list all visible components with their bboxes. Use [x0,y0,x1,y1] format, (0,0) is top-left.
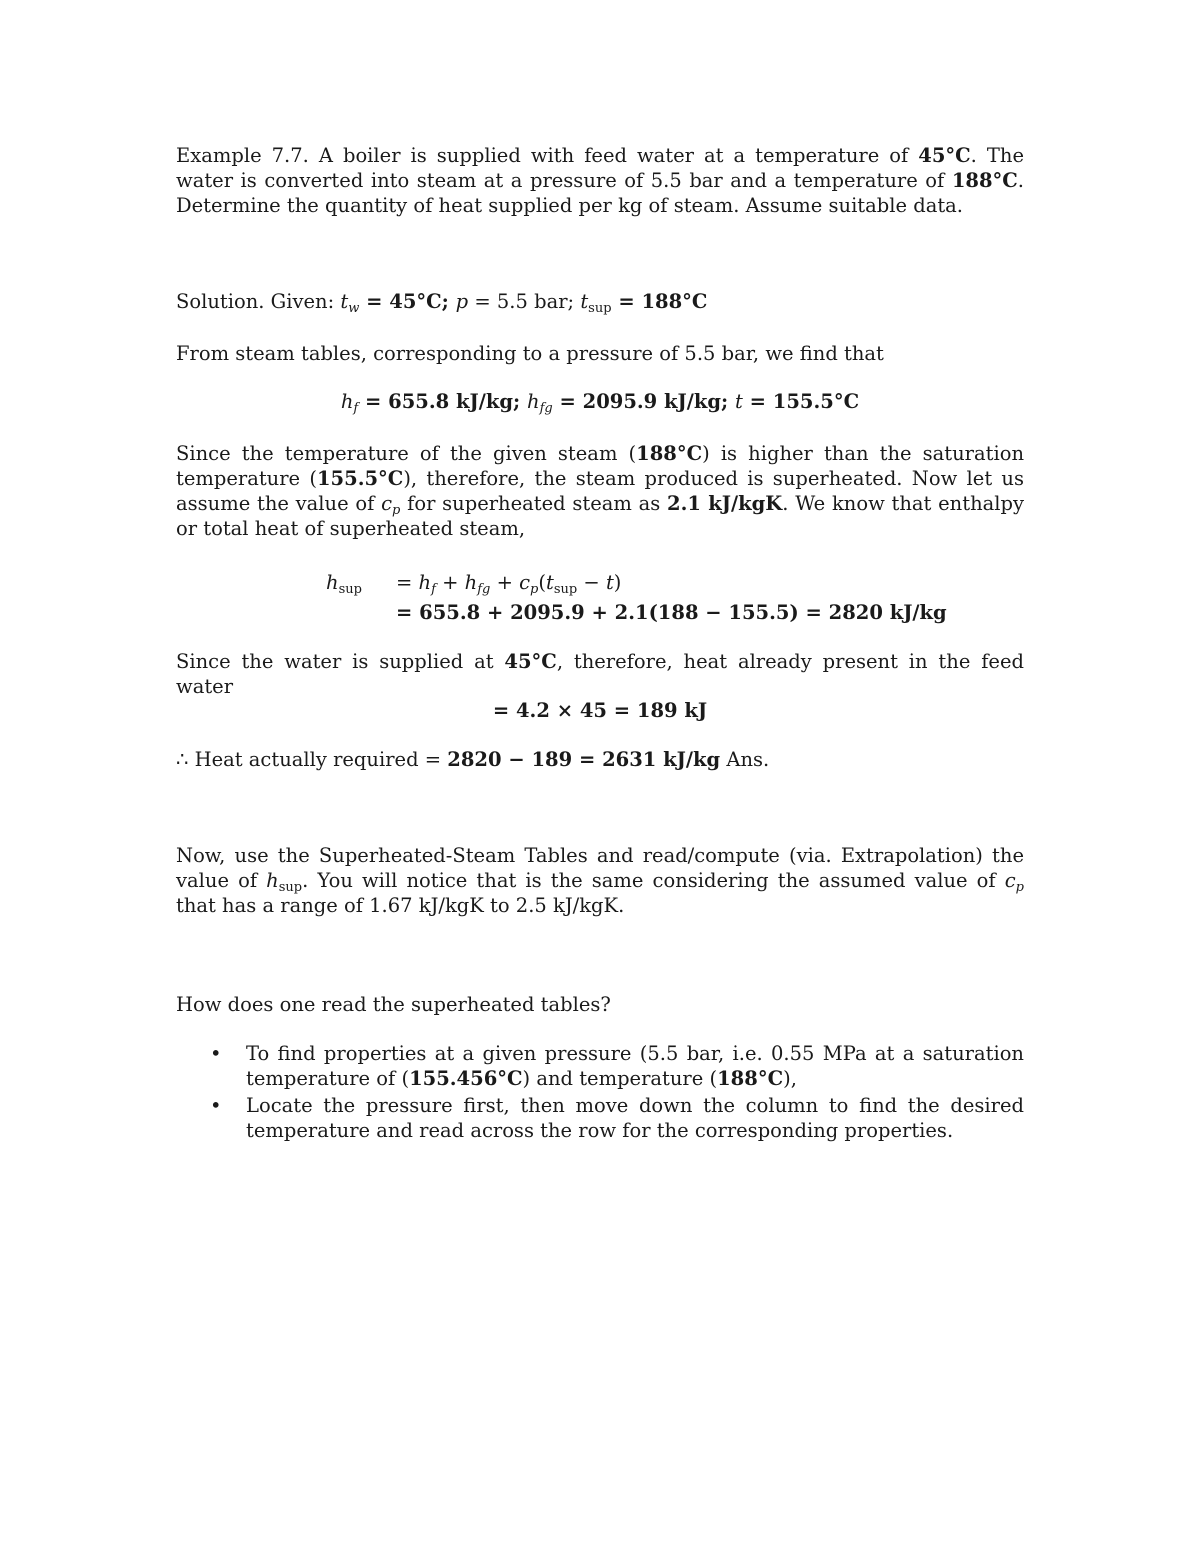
hfg-symbol: h [527,390,540,413]
eq-cp: c [519,571,531,594]
hsup-line-1 [396,570,621,595]
problem-mid: . The water is converted into steam at a pressure of 5.5 bar and a temperature of [176,144,1024,192]
steam-properties [176,389,1024,414]
tsup-subscript: sup [588,301,612,316]
problem-statement [176,143,1024,218]
tsup-value: = 188°C [611,290,708,313]
feed-water-paragraph [176,649,1024,699]
hsup-symbol: h [326,571,339,594]
answer-label: Ans. [720,748,770,771]
question-heading: How does one read the superheated tables? [176,993,611,1016]
solution-given [176,289,1024,314]
eq-close-paren: ) [613,571,622,594]
since1-b: ) is higher than the saturation temperature ( [176,442,1025,490]
heat-required-line [176,747,1024,772]
problem-intro: Example 7.7. A boiler is supplied with feed water at a temperature of [176,144,919,167]
eq-cp-sub: p [530,582,539,597]
item1-temp2: 188°C [717,1067,784,1090]
tsup-symbol: t [580,290,589,313]
p-value: = 5.5 bar; [468,290,581,313]
cp-subscript: p [392,503,401,518]
eq-hf-sub: f [431,582,436,597]
eq-t: t [605,571,614,594]
tw-subscript: w [348,301,360,316]
since2-temp: 45°C [504,650,557,673]
now-hsup-symbol: h [266,869,279,892]
tw-value: = 45°C; [359,290,456,313]
now-cp-subscript: p [1015,880,1024,895]
item1-temp1: 155.456°C [409,1067,523,1090]
superheated-tables-paragraph [176,843,1024,918]
list-item [176,1041,1024,1091]
eq-tsup: t [545,571,554,594]
hsup-lhs [326,570,362,595]
feed-heat-equation: = 4.2 × 45 = 189 kJ [492,699,708,722]
hf-subscript: f [353,401,359,416]
item1-b: ) and temperature ( [522,1067,718,1090]
hf-value: = 655.8 kJ/kg; [358,390,527,413]
heat-required-label: ∴ Heat actually required = [176,748,448,771]
eq-tsup-sub: sup [553,582,578,597]
sup-temp: 188°C [951,169,1018,192]
feed-temp: 45°C [918,144,971,167]
eq-equals: = [396,571,419,594]
problem-end: . Determine the quantity of heat supplied per kg of steam. Assume suitable data. [176,169,1024,217]
since1-temp1: 188°C [636,442,703,465]
item1-c: ), [783,1067,797,1090]
hfg-value: = 2095.9 kJ/kg; [552,390,736,413]
eq-open-paren: ( [538,571,546,594]
since1-c: ), therefore, the steam produced is superheated. Now let us assume the value of [176,467,1024,515]
item2-text: Locate the pressure first, then move down the column to find the desired temperature and read across the row for the corresponding properties. [246,1094,1024,1142]
bullet-marker: • [210,1042,222,1065]
since1-d: for superheated steam as [400,492,668,515]
eq-plus-1: + [435,571,465,594]
bullet-marker: • [210,1094,222,1117]
from-tables-text: From steam tables, corresponding to a pressure of 5.5 bar, we find that [176,342,884,365]
cp-symbol: c [381,492,393,515]
list-item [176,1093,1024,1143]
since2-b: , therefore, heat already present in the feed water [176,650,1024,698]
hf-symbol: h [340,390,354,413]
hsup-line-2: = 655.8 + 2095.9 + 2.1(188 − 155.5) = 2820 kJ/kg [396,601,947,624]
since1-e: . We know that enthalpy or total heat of superheated steam, [176,492,1024,540]
now-hsup-subscript: sup [278,880,303,895]
now-use-c: that has a range of 1.67 kJ/kgK to 2.5 kJ/kgK. [176,894,625,917]
since2-a: Since the water is supplied at [176,650,505,673]
superheat-paragraph [176,441,1024,541]
cp-value: 2.1 kJ/kgK [667,492,783,515]
t-value: = 155.5°C [742,390,860,413]
hfg-subscript: fg [539,401,553,416]
since1-temp2: 155.5°C [316,467,404,490]
now-use-b: . You will notice that is the same considering the assumed value of [302,869,1005,892]
since1-a: Since the temperature of the given steam ( [176,442,637,465]
heat-required-value: 2820 − 189 = 2631 kJ/kg [447,748,721,771]
eq-hf: h [418,571,432,594]
p-symbol: p [455,290,469,313]
eq-hfg: h [464,571,478,594]
instructions-list [176,1041,1024,1145]
t-symbol: t [735,390,743,413]
hsup-subscript: sup [338,582,362,597]
given-label: Solution. Given: [176,290,341,313]
eq-hfg-sub: fg [477,582,491,597]
eq-minus: − [577,571,606,594]
item1-a: To find properties at a given pressure (5.5 bar, i.e. 0.55 MPa at a saturation temperature of ( [246,1042,1024,1090]
now-cp-symbol: c [1004,869,1016,892]
now-use-a: Now, use the Superheated-Steam Tables and read/compute (via. Extrapolation) the value of [176,844,1024,892]
tw-symbol: t [340,290,349,313]
eq-plus-2: + [490,571,520,594]
